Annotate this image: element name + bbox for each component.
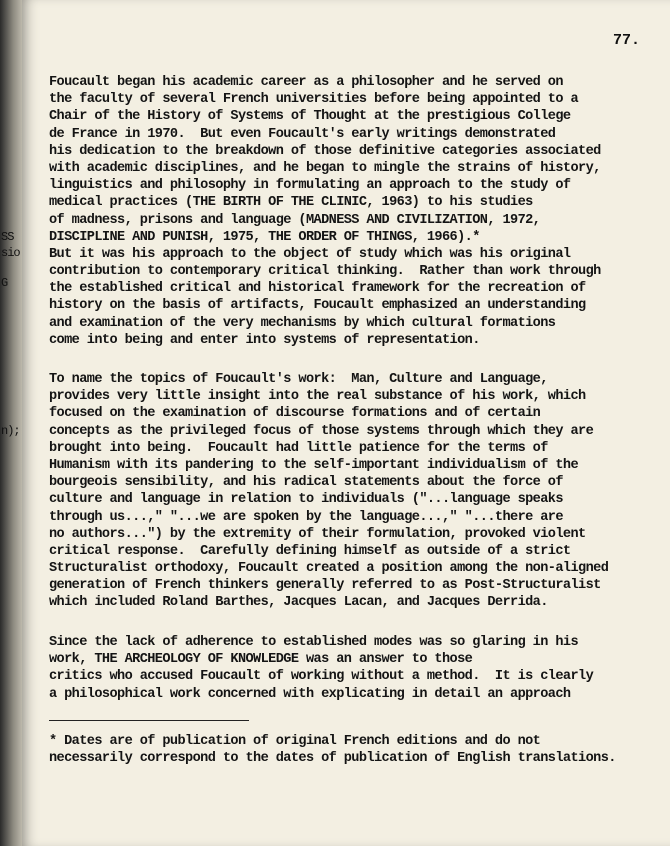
left-page-edge	[0, 0, 22, 846]
document-page	[22, 0, 670, 846]
paragraph-2	[49, 371, 670, 612]
margin-fragment: sio	[1, 246, 20, 260]
text-line: history on the basis of artifacts, Foucault emphasized an understanding	[49, 298, 586, 314]
text-line: no authors...") by the extremity of their formulation, provoked violent	[49, 526, 586, 542]
text-line: and examination of the very mechanisms by which cultural formations	[49, 315, 556, 331]
text-line: provides very little insight into the real substance of his work, which	[49, 389, 586, 405]
page-number: 77.	[612, 32, 640, 49]
paragraph-3	[49, 634, 670, 703]
text-line: critical response. Carefully defining himself as outside of a strict	[49, 543, 571, 559]
text-line: medical practices (THE BIRTH OF THE CLINIC, 1963) to his studies	[49, 195, 533, 211]
text-line: brought into being. Foucault had little patience for the terms of	[49, 440, 548, 456]
text-line: Chair of the History of Systems of Thought at the prestigious College	[49, 109, 571, 125]
text-line: a philosophical work concerned with explicating in detail an approach	[49, 686, 571, 702]
paragraph-1	[49, 74, 670, 349]
text-line: linguistics and philosophy in formulating an approach to the study of	[49, 178, 571, 194]
text-line: To name the topics of Foucault's work: Man, Culture and Language,	[49, 372, 548, 387]
text-line: Humanism with its pandering to the self-important individualism of the	[49, 457, 579, 473]
text-line: But it was his approach to the object of study which was his original	[49, 246, 571, 262]
text-line: Structuralist orthodoxy, Foucault created a position among the non-aligned	[49, 561, 609, 577]
text-line: his dedication to the breakdown of those definitive categories associated	[49, 143, 601, 159]
text-line: with academic disciplines, and he began to mingle the strains of history,	[49, 160, 601, 176]
footnote-line: necessarily correspond to the dates of publication of English translations.	[49, 751, 616, 767]
text-line: Foucault began his academic career as a philosopher and he served on	[49, 75, 563, 90]
text-line: work, THE ARCHEOLOGY OF KNOWLEDGE was an answer to those	[49, 652, 473, 668]
margin-fragment: n);	[1, 424, 20, 438]
text-line: which included Roland Barthes, Jacques Lacan, and Jacques Derrida.	[49, 595, 548, 611]
footnote	[49, 733, 670, 767]
text-line: the established critical and historical framework for the recreation of	[49, 281, 586, 297]
text-line: Since the lack of adherence to established modes was so glaring in his	[49, 635, 579, 650]
text-line: through us...," "...we are spoken by the language...," "...there are	[49, 509, 563, 525]
footnote-divider	[49, 720, 249, 721]
text-line: concepts as the privileged focus of those systems through which they are	[49, 423, 594, 439]
text-line: critics who accused Foucault of working without a method. It is clearly	[49, 669, 594, 685]
text-line: contribution to contemporary critical thinking. Rather than work through	[49, 264, 601, 280]
text-line: DISCIPLINE AND PUNISH, 1975, THE ORDER OF THINGS, 1966).*	[49, 229, 480, 245]
text-line: culture and language in relation to individuals ("...language speaks	[49, 492, 563, 508]
text-line: come into being and enter into systems of representation.	[49, 332, 480, 348]
text-line: bourgeois sensibility, and his radical statements about the force of	[49, 475, 563, 491]
footnote-line: * Dates are of publication of original French editions and do not	[49, 734, 541, 749]
margin-fragment: SS	[1, 230, 14, 244]
text-line: de France in 1970. But even Foucault's early writings demonstrated	[49, 126, 556, 142]
text-line: of madness, prisons and language (MADNESS AND CIVILIZATION, 1972,	[49, 212, 541, 228]
margin-fragment: G	[1, 276, 8, 290]
text-line: focused on the examination of discourse formations and of certain	[49, 406, 541, 422]
text-line: generation of French thinkers generally referred to as Post-Structuralist	[49, 578, 601, 594]
text-line: the faculty of several French universities before being appointed to a	[49, 92, 579, 108]
